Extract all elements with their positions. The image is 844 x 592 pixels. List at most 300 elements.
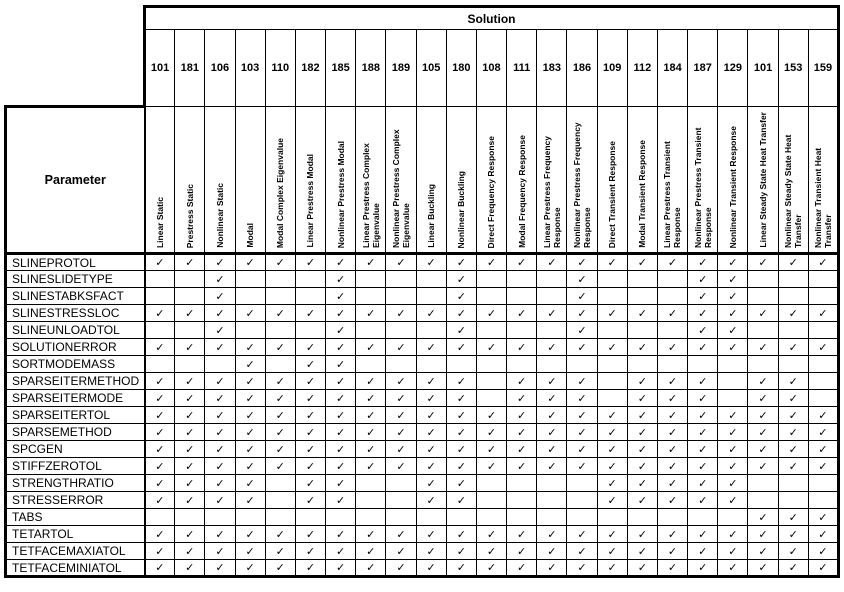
check-cell [476, 458, 506, 475]
checkmark-icon: ✓ [185, 340, 195, 354]
check-cell [537, 509, 567, 526]
checkmark-icon: ✓ [155, 493, 165, 507]
column-label-wrap [326, 107, 355, 252]
check-cell [175, 475, 205, 492]
checkmark-icon: ✓ [185, 476, 195, 490]
check-cell [175, 492, 205, 509]
check-cell [295, 441, 325, 458]
checkmark-icon: ✓ [185, 527, 195, 541]
checkmark-icon: ✓ [456, 459, 466, 473]
check-cell [567, 526, 597, 543]
checkmark-icon: ✓ [517, 459, 527, 473]
check-cell [326, 526, 356, 543]
check-cell [265, 492, 295, 509]
checkmark-icon: ✓ [366, 442, 376, 456]
check-cell [688, 390, 718, 407]
checkmark-icon: ✓ [366, 408, 376, 422]
checkmark-icon: ✓ [728, 340, 738, 354]
check-cell [476, 271, 506, 288]
check-cell [627, 492, 657, 509]
check-cell [808, 339, 838, 356]
checkmark-icon: ✓ [245, 442, 255, 456]
check-cell [657, 271, 687, 288]
corner-blank [6, 7, 145, 107]
check-cell [748, 271, 778, 288]
check-cell [326, 271, 356, 288]
checkmark-icon: ✓ [275, 256, 285, 269]
check-cell [235, 509, 265, 526]
check-cell [356, 424, 386, 441]
check-cell [356, 254, 386, 271]
checkmark-icon: ✓ [607, 425, 617, 439]
checkmark-icon: ✓ [547, 408, 557, 422]
checkmark-icon: ✓ [758, 340, 768, 354]
check-cell [748, 526, 778, 543]
check-cell [507, 339, 537, 356]
parameter-name-cell: SLINESLIDETYPE [6, 271, 145, 288]
check-cell [537, 322, 567, 339]
table-row [6, 271, 839, 288]
checkmark-icon: ✓ [426, 476, 436, 490]
checkmark-icon: ✓ [245, 357, 255, 371]
check-cell [507, 458, 537, 475]
checkmark-icon: ✓ [667, 459, 678, 473]
check-cell [235, 390, 265, 407]
solution-number-cell: 110 [265, 30, 295, 107]
table-row [6, 458, 839, 475]
check-cell [567, 288, 597, 305]
check-cell [446, 407, 476, 424]
check-cell [235, 560, 265, 577]
check-cell [808, 441, 838, 458]
solution-number-cell: 188 [356, 30, 386, 107]
check-cell [808, 424, 838, 441]
column-label: Linear Steady State Heat Transfer [758, 112, 769, 248]
checkmark-icon: ✓ [396, 340, 406, 354]
check-cell [295, 407, 325, 424]
checkmark-icon: ✓ [637, 340, 647, 354]
checkmark-icon: ✓ [637, 442, 647, 456]
check-cell [808, 373, 838, 390]
check-cell [145, 526, 175, 543]
check-cell [748, 339, 778, 356]
solution-number-cell: 184 [657, 30, 687, 107]
checkmark-icon: ✓ [426, 306, 436, 320]
checkmark-icon: ✓ [577, 527, 587, 541]
check-cell [295, 526, 325, 543]
check-cell [145, 543, 175, 560]
checkmark-icon: ✓ [788, 374, 798, 388]
check-cell [778, 543, 808, 560]
column-label-wrap [567, 107, 596, 252]
checkmark-icon: ✓ [305, 391, 316, 405]
check-cell [476, 441, 506, 458]
checkmark-icon: ✓ [698, 323, 708, 337]
checkmark-icon: ✓ [637, 256, 647, 269]
column-label-cell [386, 107, 416, 254]
check-cell [537, 254, 567, 271]
checkmark-icon: ✓ [215, 527, 225, 541]
check-cell [688, 322, 718, 339]
checkmark-icon: ✓ [577, 340, 587, 354]
check-cell [265, 322, 295, 339]
column-label-wrap [598, 107, 627, 252]
checkmark-icon: ✓ [185, 408, 195, 422]
checkmark-icon: ✓ [456, 391, 466, 405]
checkmark-icon: ✓ [728, 256, 738, 269]
check-cell [446, 271, 476, 288]
checkmark-icon: ✓ [728, 289, 738, 303]
checkmark-icon: ✓ [698, 306, 708, 320]
check-cell [627, 475, 657, 492]
check-cell [175, 526, 205, 543]
check-cell [145, 339, 175, 356]
checkmark-icon: ✓ [637, 408, 647, 422]
check-cell [145, 424, 175, 441]
check-cell [778, 458, 808, 475]
checkmark-icon: ✓ [818, 544, 828, 558]
check-cell [567, 390, 597, 407]
checkmark-icon: ✓ [396, 425, 406, 439]
table-row [6, 407, 839, 424]
check-cell [145, 458, 175, 475]
checkmark-icon: ✓ [547, 442, 557, 456]
check-cell [446, 475, 476, 492]
checkmark-icon: ✓ [486, 544, 497, 558]
checkmark-icon: ✓ [698, 442, 708, 456]
column-label-wrap [779, 107, 808, 252]
checkmark-icon: ✓ [426, 561, 436, 574]
checkmark-icon: ✓ [547, 374, 557, 388]
checkmark-icon: ✓ [698, 476, 708, 490]
column-label: Nonlinear Static [214, 183, 225, 248]
checkmark-icon: ✓ [245, 493, 255, 507]
check-cell [507, 288, 537, 305]
check-cell [688, 560, 718, 577]
check-cell [175, 458, 205, 475]
solution-number-cell: 105 [416, 30, 446, 107]
check-cell [235, 475, 265, 492]
solution-number-cell: 183 [537, 30, 567, 107]
checkmark-icon: ✓ [215, 272, 225, 286]
checkmark-icon: ✓ [818, 306, 828, 320]
check-cell [507, 254, 537, 271]
check-cell [688, 509, 718, 526]
checkmark-icon: ✓ [788, 256, 798, 269]
parameter-name-cell: SLINESTABKSFACT [6, 288, 145, 305]
checkmark-icon: ✓ [818, 561, 828, 574]
check-cell [326, 441, 356, 458]
check-cell [145, 441, 175, 458]
check-cell [748, 492, 778, 509]
check-cell [416, 407, 446, 424]
column-label: Nonlinear Buckling [456, 170, 467, 248]
check-cell [657, 288, 687, 305]
checkmark-icon: ✓ [275, 442, 285, 456]
check-cell [356, 373, 386, 390]
check-cell [356, 271, 386, 288]
checkmark-icon: ✓ [456, 425, 466, 439]
check-cell [205, 407, 235, 424]
check-cell [416, 424, 446, 441]
checkmark-icon: ✓ [275, 561, 285, 574]
check-cell [718, 339, 748, 356]
check-cell [688, 339, 718, 356]
table-row [6, 373, 839, 390]
parameter-name-cell: SOLUTIONERROR [6, 339, 145, 356]
check-cell [537, 339, 567, 356]
column-label-wrap [748, 107, 777, 252]
check-cell [235, 458, 265, 475]
table-row [6, 305, 839, 322]
check-cell [326, 339, 356, 356]
checkmark-icon: ✓ [366, 425, 376, 439]
parameter-name-cell: STRESSERROR [6, 492, 145, 509]
checkmark-icon: ✓ [637, 561, 647, 574]
check-cell [265, 560, 295, 577]
checkmark-icon: ✓ [305, 374, 316, 388]
check-cell [718, 271, 748, 288]
column-label: Linear Prestress Frequency Response [541, 136, 562, 248]
checkmark-icon: ✓ [155, 256, 165, 269]
checkmark-icon: ✓ [215, 561, 225, 574]
check-cell [265, 526, 295, 543]
check-cell [537, 288, 567, 305]
checkmark-icon: ✓ [607, 256, 617, 269]
checkmark-icon: ✓ [547, 561, 557, 574]
check-cell [265, 509, 295, 526]
check-cell [265, 254, 295, 271]
check-cell [175, 322, 205, 339]
check-cell [597, 458, 627, 475]
check-cell [778, 509, 808, 526]
checkmark-icon: ✓ [336, 527, 346, 541]
check-cell [537, 475, 567, 492]
check-cell [627, 424, 657, 441]
column-label-cell [567, 107, 597, 254]
checkmark-icon: ✓ [366, 527, 376, 541]
check-cell [235, 305, 265, 322]
check-cell [507, 305, 537, 322]
check-cell [657, 441, 687, 458]
checkmark-icon: ✓ [698, 425, 708, 439]
solution-number-cell: 109 [597, 30, 627, 107]
check-cell [265, 271, 295, 288]
checkmark-icon: ✓ [637, 306, 647, 320]
column-label-wrap [236, 107, 265, 252]
check-cell [597, 543, 627, 560]
check-cell [476, 373, 506, 390]
check-cell [326, 356, 356, 373]
check-cell [507, 271, 537, 288]
check-cell [476, 322, 506, 339]
checkmark-icon: ✓ [336, 256, 346, 269]
checkmark-icon: ✓ [698, 459, 708, 473]
check-cell [145, 254, 175, 271]
column-label-cell [507, 107, 537, 254]
checkmark-icon: ✓ [728, 272, 738, 286]
column-label-cell [235, 107, 265, 254]
check-cell [718, 492, 748, 509]
checkmark-icon: ✓ [577, 374, 587, 388]
checkmark-icon: ✓ [426, 340, 436, 354]
check-cell [145, 390, 175, 407]
check-cell [808, 356, 838, 373]
checkmark-icon: ✓ [215, 323, 225, 337]
column-label-wrap [537, 107, 566, 252]
checkmark-icon: ✓ [758, 256, 768, 269]
checkmark-icon: ✓ [547, 544, 557, 558]
check-cell [145, 509, 175, 526]
check-cell [657, 560, 687, 577]
table-row [6, 526, 839, 543]
checkmark-icon: ✓ [245, 527, 255, 541]
checkmark-icon: ✓ [698, 408, 708, 422]
table-row [6, 254, 839, 271]
checkmark-icon: ✓ [336, 289, 346, 303]
checkmark-icon: ✓ [336, 493, 346, 507]
checkmark-icon: ✓ [185, 374, 195, 388]
check-cell [386, 339, 416, 356]
check-cell [386, 390, 416, 407]
checkmark-icon: ✓ [456, 340, 466, 354]
check-cell [688, 356, 718, 373]
checkmark-icon: ✓ [667, 561, 678, 574]
check-cell [476, 475, 506, 492]
check-cell [778, 373, 808, 390]
parameter-name-cell: TABS [6, 509, 145, 526]
check-cell [688, 441, 718, 458]
check-cell [748, 441, 778, 458]
checkmark-icon: ✓ [698, 256, 708, 269]
checkmark-icon: ✓ [215, 408, 225, 422]
checkmark-icon: ✓ [728, 544, 738, 558]
checkmark-icon: ✓ [396, 408, 406, 422]
check-cell [476, 424, 506, 441]
check-cell [416, 305, 446, 322]
check-cell [778, 560, 808, 577]
check-cell [567, 458, 597, 475]
check-cell [657, 356, 687, 373]
check-cell [235, 288, 265, 305]
check-cell [235, 424, 265, 441]
check-cell [778, 424, 808, 441]
check-cell [778, 492, 808, 509]
checkmark-icon: ✓ [396, 459, 406, 473]
check-cell [175, 560, 205, 577]
checkmark-icon: ✓ [245, 374, 255, 388]
solution-header: Solution [145, 7, 839, 30]
check-cell [235, 356, 265, 373]
check-cell [356, 526, 386, 543]
column-label: Prestress Static [184, 183, 195, 248]
check-cell [416, 322, 446, 339]
checkmark-icon: ✓ [215, 306, 225, 320]
check-cell [778, 407, 808, 424]
check-cell [778, 475, 808, 492]
checkmark-icon: ✓ [637, 459, 647, 473]
check-cell [326, 560, 356, 577]
parameter-header: Parameter [6, 107, 145, 254]
checkmark-icon: ✓ [215, 544, 225, 558]
check-cell [537, 373, 567, 390]
check-cell [175, 271, 205, 288]
checkmark-icon: ✓ [155, 340, 165, 354]
checkmark-icon: ✓ [667, 544, 678, 558]
column-label-wrap [628, 107, 657, 252]
check-cell [416, 492, 446, 509]
check-cell [145, 322, 175, 339]
checkmark-icon: ✓ [245, 340, 255, 354]
check-cell [597, 424, 627, 441]
checkmark-icon: ✓ [577, 289, 587, 303]
check-cell [627, 509, 657, 526]
column-label: Direct Frequency Response [486, 135, 497, 248]
check-cell [507, 543, 537, 560]
check-cell [295, 288, 325, 305]
checkmark-icon: ✓ [758, 459, 768, 473]
check-cell [386, 271, 416, 288]
check-cell [627, 560, 657, 577]
checkmark-icon: ✓ [667, 442, 678, 456]
checkmark-icon: ✓ [456, 527, 466, 541]
checkmark-icon: ✓ [155, 391, 165, 405]
column-label-cell [627, 107, 657, 254]
column-label-wrap [688, 107, 717, 252]
checkmark-icon: ✓ [486, 256, 497, 269]
check-cell [718, 526, 748, 543]
checkmark-icon: ✓ [456, 306, 466, 320]
column-label-wrap [205, 107, 234, 252]
check-cell [537, 305, 567, 322]
checkmark-icon: ✓ [426, 408, 436, 422]
checkmark-icon: ✓ [305, 544, 316, 558]
check-cell [205, 390, 235, 407]
column-label: Linear Buckling [426, 184, 437, 248]
check-cell [748, 356, 778, 373]
checkmark-icon: ✓ [305, 256, 316, 269]
checkmark-icon: ✓ [426, 544, 436, 558]
check-cell [476, 356, 506, 373]
checkmark-icon: ✓ [336, 442, 346, 456]
table-row [6, 424, 839, 441]
checkmark-icon: ✓ [547, 459, 557, 473]
check-cell [145, 305, 175, 322]
column-label-cell [748, 107, 778, 254]
check-cell [205, 458, 235, 475]
check-cell [356, 441, 386, 458]
check-cell [627, 271, 657, 288]
checkmark-icon: ✓ [185, 391, 195, 405]
check-cell [446, 288, 476, 305]
checkmark-icon: ✓ [698, 391, 708, 405]
check-cell [748, 424, 778, 441]
checkmark-icon: ✓ [637, 391, 647, 405]
checkmark-icon: ✓ [818, 340, 828, 354]
check-cell [627, 288, 657, 305]
check-cell [718, 288, 748, 305]
checkmark-icon: ✓ [698, 527, 708, 541]
checkmark-icon: ✓ [667, 306, 678, 320]
check-cell [205, 305, 235, 322]
column-label-wrap [356, 107, 385, 252]
check-cell [295, 271, 325, 288]
parameter-name-cell: SORTMODEMASS [6, 356, 145, 373]
check-cell [386, 356, 416, 373]
check-cell [265, 458, 295, 475]
check-cell [688, 492, 718, 509]
checkmark-icon: ✓ [426, 527, 436, 541]
